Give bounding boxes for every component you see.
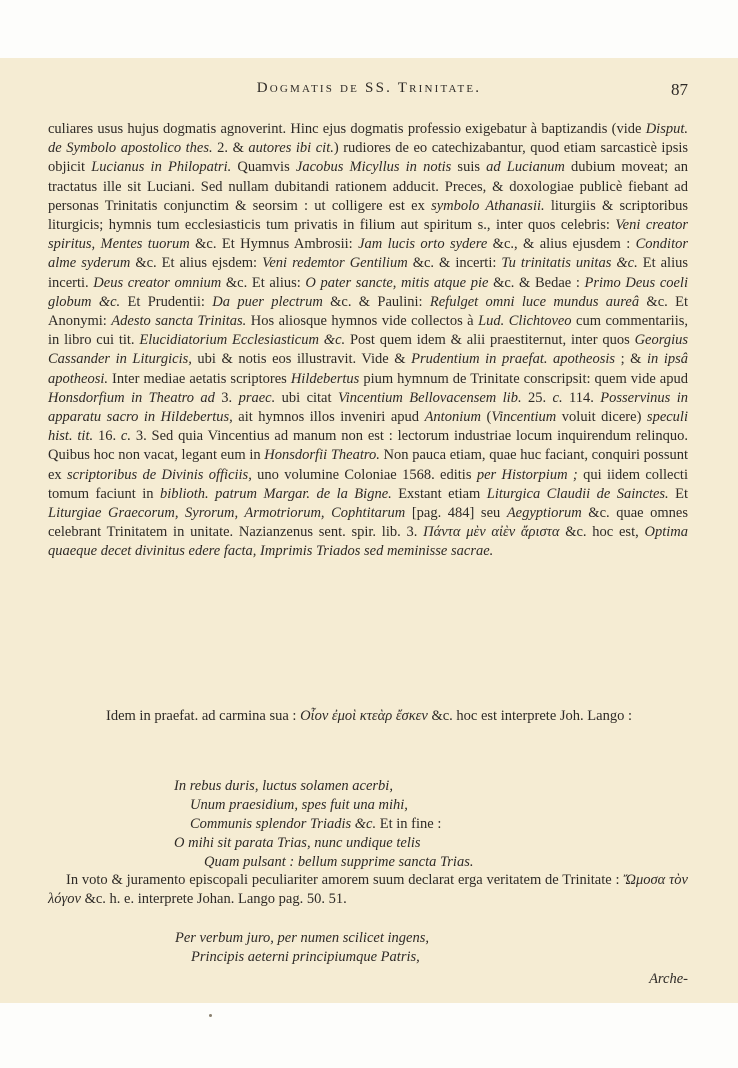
verse-block-2 bbox=[175, 929, 429, 967]
body-run: qui iidem collecti tomum faciunt in bbox=[48, 466, 688, 502]
body-run: &c. quae omnes celebrant Trinitatem in unitate. Nazianzenus sent. spir. lib. 3. bbox=[48, 505, 689, 541]
main-paragraph bbox=[48, 120, 688, 562]
verse-text: Communis splendor Triadis &c. bbox=[190, 816, 377, 832]
body-run: 25. bbox=[521, 389, 553, 406]
italic-citation: Adesto sancta Trinitas. bbox=[111, 313, 247, 330]
body-run: 114. bbox=[562, 389, 601, 406]
italic-citation: Honsdorfium in Theatro ad bbox=[48, 389, 215, 406]
italic-citation: scriptoribus de Divinis officiis, bbox=[67, 466, 252, 483]
body-run: ubi & notis eos illustravit. Vide & bbox=[191, 351, 412, 368]
italic-citation: Optima quaeque decet divinitus edere facta, Imprimis Triados sed meminisse sacrae. bbox=[48, 524, 688, 560]
italic-citation: praec. bbox=[238, 389, 276, 406]
running-head: Dogmatis de SS. Trinitate. bbox=[256, 80, 482, 96]
body-run: uno volumine Coloniae 1568. editis bbox=[251, 466, 477, 483]
verse-line: Principis aeterni principiumque Patris, bbox=[191, 949, 420, 965]
italic-citation: Veni redemtor Gentilium bbox=[262, 255, 408, 272]
greek-phrase: Ὤμοσα τὸν λόγον bbox=[48, 872, 688, 907]
italic-citation: Lud. Clichtoveo bbox=[478, 313, 572, 330]
body-run: &c. & incerti: bbox=[407, 255, 502, 272]
italic-citation: Aegyptiorum bbox=[506, 505, 582, 522]
italic-citation: Refulget omni luce mundus aureâ bbox=[429, 293, 640, 310]
italic-citation: Jam lucis orto sydere bbox=[358, 236, 488, 253]
body-run: Et bbox=[668, 485, 688, 502]
body-run: &c. & Paulini: bbox=[322, 293, 430, 310]
body-run: ait hymnos illos inveniri apud bbox=[232, 409, 425, 426]
body-run: Hos aliosque hymnos vide collectos à bbox=[246, 313, 479, 330]
greek-quote: Οἶον ἐμοὶ κτεὰρ ἔσκεν bbox=[300, 708, 428, 724]
body-run: &c. & Bedae : bbox=[488, 274, 585, 291]
verse-line: In rebus duris, luctus solamen acerbi, bbox=[174, 778, 393, 794]
italic-citation: Elucidiatorium Ecclesiasticum &c. bbox=[139, 332, 346, 349]
italic-citation: Georgius Cassander in Liturgicis, bbox=[48, 332, 688, 368]
quote-intro-tail: &c. hoc est interprete Joh. Lango : bbox=[427, 708, 632, 724]
italic-citation: Lucianus in Philopatri. bbox=[91, 159, 232, 176]
body-run: Quamvis bbox=[231, 159, 296, 176]
italic-citation: Conditor alme syderum bbox=[48, 236, 689, 272]
second-paragraph bbox=[48, 871, 688, 909]
italic-citation: Vincentium bbox=[491, 409, 557, 426]
body-run: &c. hoc est, bbox=[559, 524, 645, 541]
verse-line: Per verbum juro, per numen scilicet ingens, bbox=[175, 930, 429, 946]
body-run: &c. Et Hymnus Ambrosii: bbox=[189, 236, 359, 253]
verse-line: Unum praesidium, spes fuit una mihi, bbox=[190, 797, 408, 813]
body-run: Non pauca etiam, quae huc faciant, conquiri possunt ex bbox=[48, 447, 688, 483]
body-run: 3. bbox=[214, 389, 239, 406]
italic-citation: Antonium bbox=[424, 409, 481, 426]
italic-citation: per Historpium ; bbox=[476, 466, 578, 483]
verse-line bbox=[174, 815, 473, 834]
italic-citation: O pater sancte, mitis atque pie bbox=[305, 274, 489, 291]
italic-citation: Deus creator omnium bbox=[93, 274, 222, 291]
body-run: &c. Et alius ejsdem: bbox=[130, 255, 263, 272]
verse-line: O mihi sit parata Trias, nunc undique telis bbox=[174, 835, 421, 851]
verse-line: Quam pulsant : bellum supprime sancta Trias. bbox=[204, 854, 474, 870]
body-run: dubium moveat; an tractatus ille sit Luciani. Sed nullam dubitandi rationem adducit. Preces, & doxologiae publicè fiebant ad personas Trinitatis conjunctim & seorsim : ut colligere est ex bbox=[48, 159, 688, 214]
italic-citation: Liturgica Claudii de Sainctes. bbox=[486, 485, 669, 502]
verse-block-1 bbox=[174, 777, 473, 872]
italic-citation: Vincentium Bellovacensem lib. bbox=[337, 389, 522, 406]
body-run: 2. & bbox=[212, 140, 249, 157]
italic-citation: Hildebertus bbox=[290, 370, 360, 387]
body-run: Et alius incerti. bbox=[48, 255, 688, 291]
body-run: 3. Sed quia Vincentius ad manum non est : lectorum industriae locum inquirendum relinquo. Quibus hoc non vacat, legant eum in bbox=[48, 428, 688, 464]
catchword: Arche- bbox=[649, 971, 688, 987]
page-header bbox=[50, 80, 688, 104]
italic-citation: c. bbox=[552, 389, 563, 406]
body-run: &c., & alius ejusdem : bbox=[487, 236, 636, 253]
quote-intro bbox=[60, 707, 678, 726]
body-run: ) rudiores de eo catechizabantur, quod etiam sarcasticè ipsis objicit bbox=[48, 140, 689, 176]
body-run: 16. bbox=[93, 428, 121, 445]
ink-speck bbox=[209, 1014, 212, 1017]
quote-intro-text: Idem in praefat. ad carmina sua : bbox=[106, 708, 301, 724]
page-number: 87 bbox=[671, 80, 688, 99]
body-run: Post quem idem & alii praestiternut, inter quos bbox=[345, 332, 635, 349]
italic-citation: symbolo Athanasii. bbox=[431, 197, 545, 214]
italic-citation: in ipsâ apotheosi. bbox=[48, 351, 688, 387]
body-run: &c. Et alius: bbox=[221, 274, 306, 291]
body-run: voluit dicere) bbox=[556, 409, 647, 426]
body-run: Exstant etiam bbox=[391, 485, 487, 502]
body-run: liturgiis & scriptoribus liturgicis; hymnis tum ecclesiasticis tum privatis in filium aut spiritum s., inter quos celebris: bbox=[48, 197, 688, 234]
para2-tail: &c. h. e. interprete Johan. Lango pag. 50. 51. bbox=[80, 891, 347, 907]
body-run: ( bbox=[480, 409, 492, 426]
italic-citation: Tu trinitatis unitas &c. bbox=[501, 255, 638, 272]
italic-citation: autores ibi cit. bbox=[248, 140, 334, 157]
italic-citation: speculi hist. tit. bbox=[48, 409, 688, 445]
italic-citation: Disput. de Symbolo apostolico thes. bbox=[48, 121, 688, 157]
body-run: suis bbox=[451, 159, 487, 176]
italic-citation: Honsdorfii Theatro. bbox=[264, 447, 380, 464]
body-run: &c. Et Anonymi: bbox=[48, 293, 688, 330]
italic-citation: Prudentium in praefat. apotheosis bbox=[411, 351, 616, 368]
italic-citation: Primo Deus coeli globum &c. bbox=[48, 274, 688, 310]
italic-citation: c. bbox=[120, 428, 131, 445]
body-run: culiares usus hujus dogmatis agnoverint. Hinc ejus dogmatis professio exigebatur à baptizandis (vide bbox=[48, 121, 646, 137]
italic-citation: ad Lucianum bbox=[486, 159, 565, 176]
body-run: [pag. 484] seu bbox=[405, 505, 507, 522]
italic-citation: Πάντα μὲν αἰὲν ἄριστα bbox=[423, 524, 560, 541]
para2-text: In voto & juramento episcopali peculiariter amorem suum declarat erga veritatem de Trinitate : bbox=[66, 872, 624, 888]
italic-citation: Jacobus Micyllus in notis bbox=[295, 159, 452, 176]
italic-citation: biblioth. patrum Margar. de la Bigne. bbox=[159, 485, 392, 502]
body-run: Inter mediae aetatis scriptores bbox=[108, 370, 291, 387]
verse-note: Et in fine : bbox=[376, 816, 442, 832]
italic-citation: Liturgiae Graecorum, Syrorum, Armotriorum, Cophtitarum bbox=[48, 505, 406, 522]
body-run: Et Prudentii: bbox=[120, 293, 213, 310]
italic-citation: Da puer plectrum bbox=[212, 293, 323, 310]
body-run: cum commentariis, in libro cui tit. bbox=[48, 313, 688, 349]
body-run: ubi citat bbox=[275, 389, 338, 406]
italic-citation: Veni creator spiritus, Mentes tuorum bbox=[48, 217, 688, 253]
body-run: pium hymnum de Trinitate conscripsit: quem vide apud bbox=[359, 370, 688, 387]
italic-citation: Posservinus in apparatu sacro in Hildebertus, bbox=[48, 389, 689, 426]
body-run: ; & bbox=[615, 351, 647, 368]
page bbox=[0, 58, 738, 1003]
